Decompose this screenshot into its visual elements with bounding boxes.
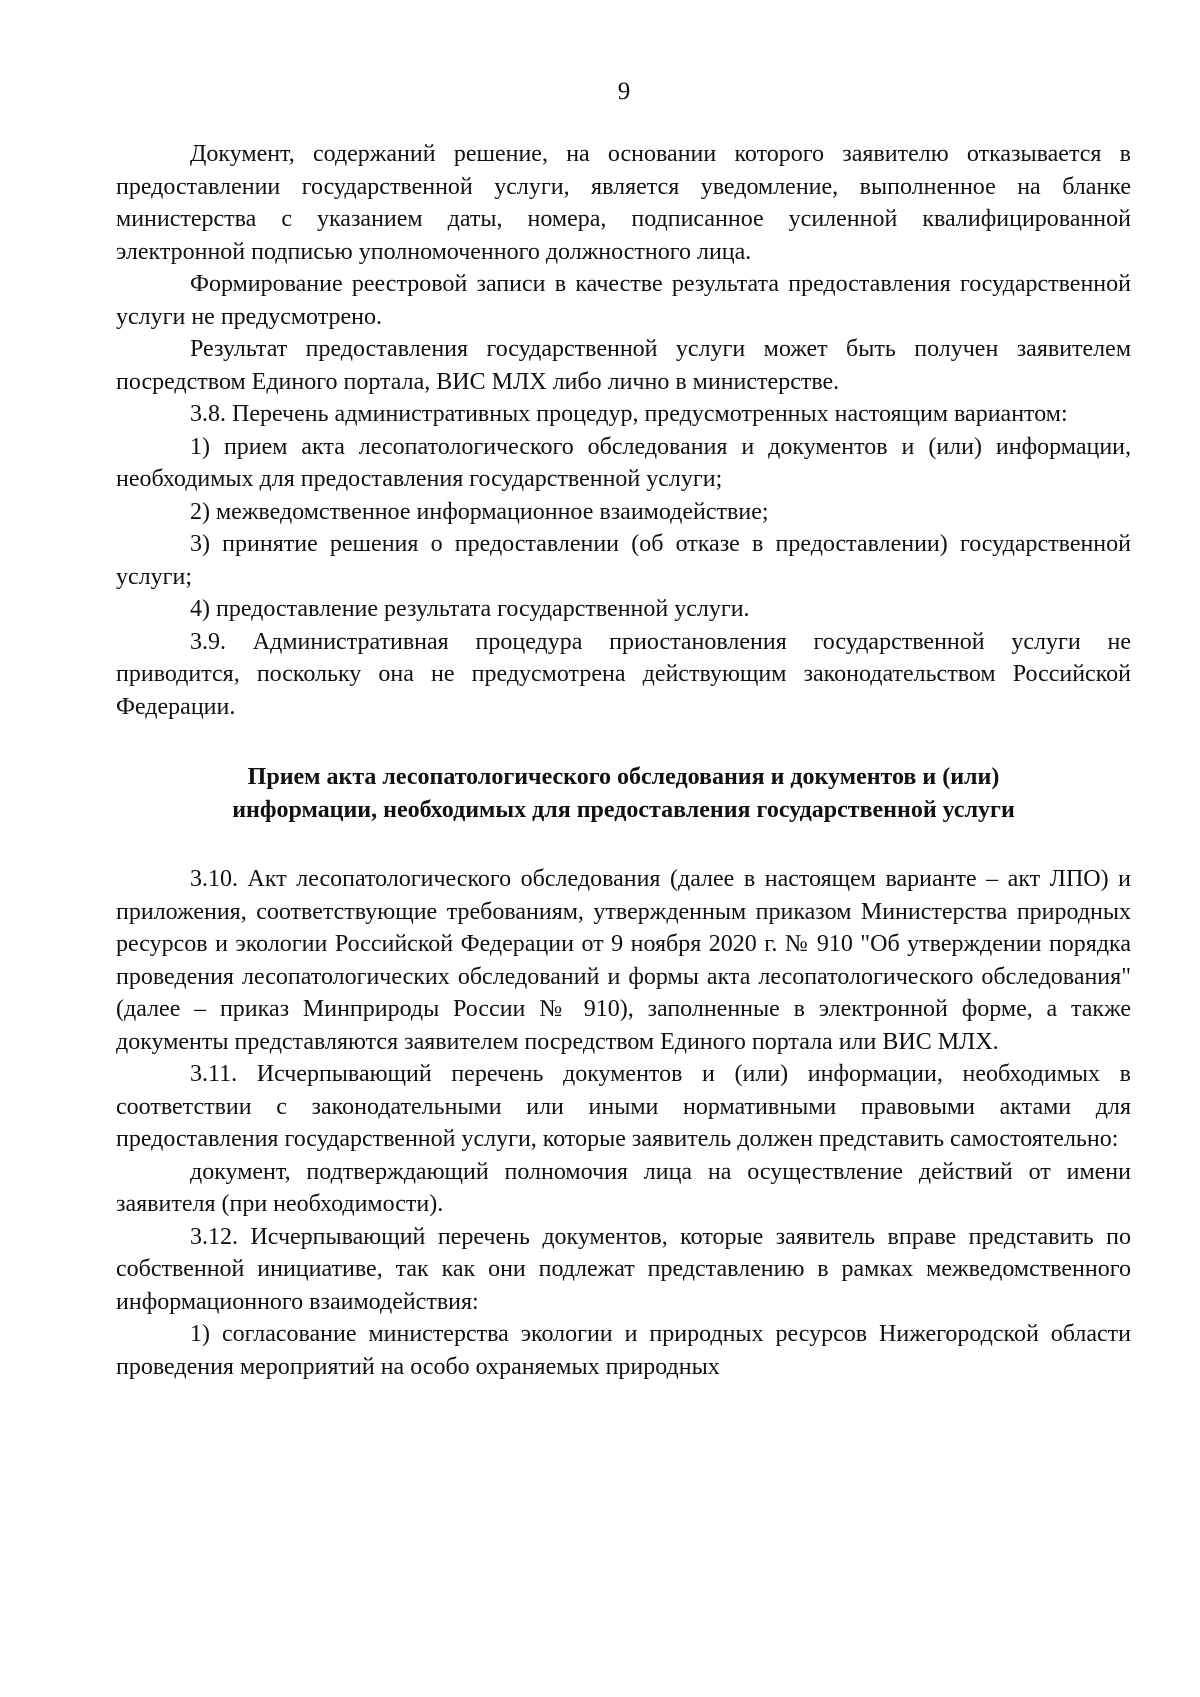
list-item-1: 1) прием акта лесопатологического обследования и документов и (или) информации, необходимых для предоставления государственной услуги; — [116, 433, 1131, 492]
paragraph-authority-document: документ, подтверждающий полномочия лица на осуществление действий от имени заявителя (при необходимости). — [116, 1158, 1131, 1217]
document-body — [116, 138, 1131, 1383]
page-number: 9 — [617, 78, 631, 105]
paragraph-3-12-item-1: 1) согласование министерства экологии и природных ресурсов Нижегородской области проведения мероприятий на особо охраняемых природных — [116, 1321, 1131, 1380]
paragraph-3-12: 3.12. Исчерпывающий перечень документов, которые заявитель вправе представить по собственной инициативе, так как они подлежат представлению в рамках межведомственного информационного взаимодействия: — [116, 1223, 1131, 1315]
paragraph-3-10: 3.10. Акт лесопатологического обследования (далее в настоящем варианте – акт ЛПО) и приложения, соответствующие требованиям, утвержденным приказом Министерства природных ресурсов и экологии Российской Федерации от 9 ноября 2020 г. № 910 "Об утверждении порядка проведения лесопатологических обследований и формы акта лесопатологического обследования" (далее – приказ Минприроды России № 910), заполненные в электронной форме, а также документы представляются заявителем посредством Единого портала или ВИС МЛХ. — [116, 866, 1131, 1055]
section-heading-line-1: Прием акта лесопатологического обследования и документов и (или) — [247, 764, 1000, 790]
section-heading-line-2: информации, необходимых для предоставления государственной услуги — [232, 796, 1015, 823]
list-item-4: 4) предоставление результата государственной услуги. — [190, 596, 750, 622]
list-item-2: 2) межведомственное информационное взаимодействие; — [190, 498, 769, 525]
list-item-3: 3) принятие решения о предоставлении (об отказе в предоставлении) государственной услуги; — [116, 531, 1131, 590]
paragraph-refusal-document: Документ, содержаний решение, на основании которого заявителю отказывается в предоставлении государственной услуги, является уведомление, выполненное на бланке министерства с указанием даты, номера, подписанное усиленной квалифицированной электронной подписью уполномоченного должностного лица. — [116, 141, 1131, 265]
paragraph-3-9: 3.9. Административная процедура приостановления государственной услуги не приводится, поскольку она не предусмотрена действующим законодательством Российской Федерации. — [116, 628, 1131, 720]
paragraph-result-receipt: Результат предоставления государственной услуги может быть получен заявителем посредством Единого портала, ВИС МЛХ либо лично в министерстве. — [116, 336, 1131, 395]
section-heading — [116, 761, 1131, 826]
paragraph-3-8: 3.8. Перечень административных процедур, предусмотренных настоящим вариантом: — [190, 401, 1068, 427]
paragraph-registry-record: Формирование реестровой записи в качестве результата предоставления государственной услуги не предусмотрено. — [116, 271, 1131, 330]
paragraph-3-11: 3.11. Исчерпывающий перечень документов и (или) информации, необходимых в соответствии с законодательными или иными нормативными правовыми актами для предоставления государственной услуги, которые заявитель должен представить самостоятельно: — [116, 1061, 1131, 1152]
